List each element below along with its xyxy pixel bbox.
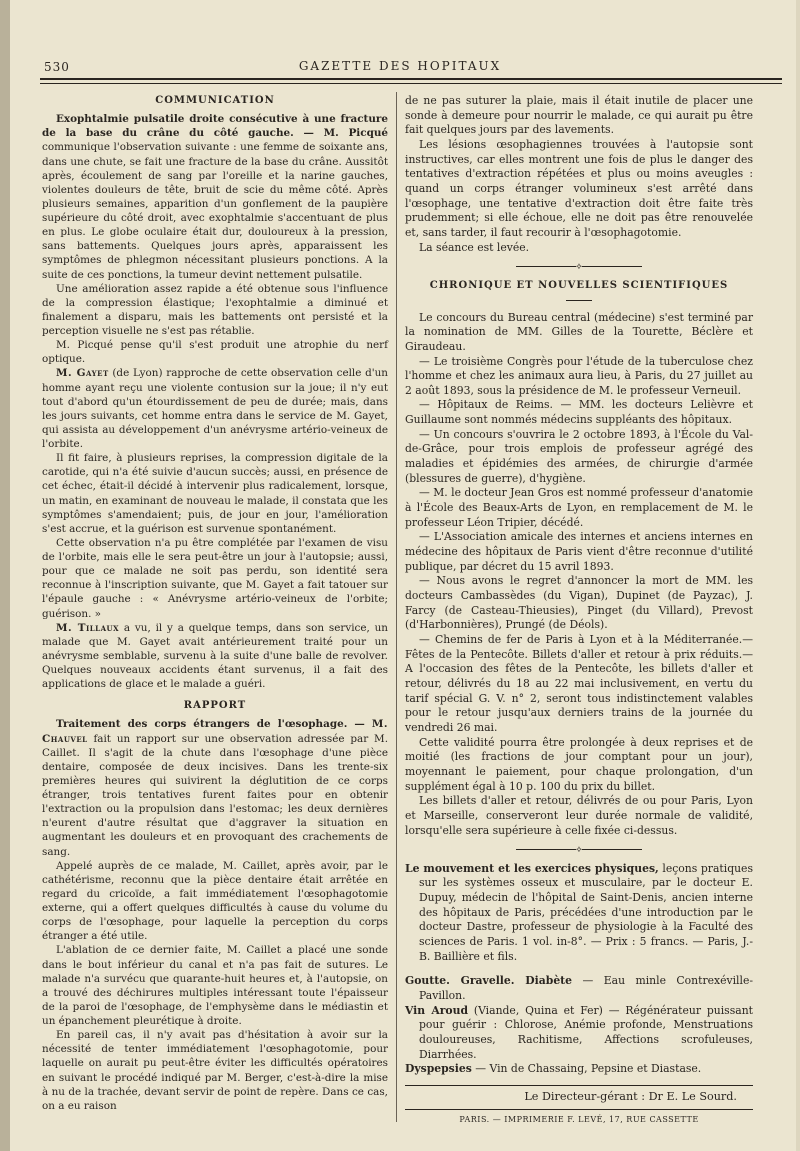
spacer bbox=[405, 964, 753, 974]
paragraph: Il fit faire, à plusieurs reprises, la compression digitale de la carotide, qui n'a été suivie d'aucun succès; aussi, en présence de cet échec, était-il décidé à intervenir plus radicalement, lorsque, un matin, en examinant de nouveau le malade, il constata que les symptômes s'amendaient; puis, de jour en jour, l'amélioration s'est accrue, et la guérison est survenue spontanément. bbox=[42, 452, 388, 535]
section-heading-chronique: CHRONIQUE ET NOUVELLES SCIENTIFIQUES bbox=[429, 279, 729, 291]
page-number: 530 bbox=[44, 60, 70, 74]
paragraph bbox=[42, 717, 388, 858]
right-column bbox=[405, 94, 753, 1127]
advert-text: — Vin de Chassaing, Pepsine et Diastase. bbox=[471, 1062, 702, 1076]
book-notice bbox=[405, 862, 753, 965]
left-column bbox=[42, 94, 388, 1113]
advert bbox=[405, 974, 753, 1003]
paragraph: En pareil cas, il n'y avait pas d'hésitation à avoir sur la nécessité de tenter immédiatement l'œsophagotomie, pour laquelle on aurait pu peut-être éviter les difficultés opératoires en suivant le procédé indiqué par M. Berger, c'est-à-dire la mise à nu de la trachée, devant servir de point de repère. Dans ce cas, on a eu raison bbox=[42, 1029, 388, 1112]
header-rule-thick bbox=[40, 78, 782, 80]
paragraph: Une amélioration assez rapide a été obtenue sous l'influence de la compression élastique; l'exophtalmie a diminué et finalement a disparu, mais les battements ont persisté et la perception visuelle ne s'est pas rétablie. bbox=[42, 282, 388, 337]
journal-title: GAZETTE DES HOPITAUX bbox=[298, 59, 502, 73]
paragraph bbox=[42, 621, 388, 692]
paragraph-text: a vu, il y a quelque temps, dans son service, un malade que M. Gayet avait antérieurement traité pour un anévrysme semblable, survenu à la suite d'une balle de revolver. Quelques nouveaux accidents étant survenus, il a fait des applications de glace et le malade a guéri. bbox=[42, 621, 389, 691]
paragraph-text: communique l'observation suivante : une femme de soixante ans, dans une chute, se fait une fracture de la base du crâne. Aussitôt après, écoulement de sang par l'oreille et la narine gauches, violentes douleurs de tête, bruit de scie du même côté. Après plusieurs semaines, apparition d'un gonflement de la paupière supérieure du côté droit, avec exophtalmie s'accentuant de plus en plus. Le globe oculaire était dur, douloureux à la pression, sans battements. Quelques jours après, apparaissent les symptômes de phlegmon nécessitant plusieurs ponctions. A la suite de ces ponctions, la tumeur devint nettement pulsatile. bbox=[42, 141, 388, 281]
ornament-divider: ⟡ bbox=[405, 260, 753, 275]
advert bbox=[405, 1004, 753, 1063]
header-rule-thin bbox=[40, 83, 782, 84]
paragraph: Cette observation n'a pu être complétée par l'examen de visu de l'orbite, mais elle le sera peut-être un jour à l'autopsie; aussi, pour que ce malade ne soit pas perdu, son identité sera reconnue à l'inscription suivante, que M. Gayet a fait tatouer sur l'épaule gauche : « Anévrysme artério-veineux de l'orbite; guérison. » bbox=[42, 536, 388, 620]
news-item: Les billets d'aller et retour, délivrés de ou pour Paris, Lyon et Marseille, conserveront leur durée normale de validité, lorsqu'elle sera supérieure à celle fixée ci-dessus. bbox=[405, 794, 753, 837]
advert-title: Goutte. Gravelle. Diabète bbox=[405, 974, 573, 988]
paragraph-text: fait un rapport sur une observation adressée par M. Caillet. Il s'agit de la chute dans l'œsophage d'une pièce dentaire, composée de deux incisives. Dans les trente-six premières heures qui suivirent la déglutition de ce corps étranger, trois tentatives furent faites pour en obtenir l'extraction ou la propulsion dans l'estomac; les deux dernières n'eurent d'autre résultat que d'aggraver la situation en augmentant les douleurs et en provoquant des crachements de sang. bbox=[42, 732, 388, 858]
advert-title: Dyspepsies bbox=[405, 1062, 472, 1076]
news-item: — M. le docteur Jean Gros est nommé professeur d'anatomie à l'École des Beaux-Arts de Lyon, en remplacement de M. le professeur Léon Tripier, décédé. bbox=[405, 486, 754, 529]
speaker-name: M. Chauvel bbox=[42, 718, 388, 745]
section-heading-communication: COMMUNICATION bbox=[155, 95, 275, 106]
book-text: leçons pratiques sur les systèmes osseux et musculaire, par le docteur E. Dupuy, médecin de l'hôpital de Saint-Denis, ancien interne des hôpitaux de Paris, précédées d'une introduction par le docteur Dastre, professeur de physiologie à la Faculté des sciences de Paris. 1 vol. in-8°. — Prix : 5 francs. — Paris, J.-B. Baillière et fils. bbox=[419, 861, 753, 963]
paragraph: Les lésions œsophagiennes trouvées à l'autopsie sont instructives, car elles montrent une fois de plus le danger des tentatives d'extraction répétées et plus ou moins aveugles : quand un corps étranger volumineux s'est arrêté dans l'œsophage, une tentative d'extraction doit être faite très prudemment; si elle échoue, elle ne doit pas être renouvelée et, sans tarder, il faut recourir à l'œsophagotomie. bbox=[405, 137, 753, 239]
speaker-name: M. Tillaux bbox=[56, 621, 120, 634]
news-item: — L'Association amicale des internes et anciens internes en médecine des hôpitaux de Paris vient d'être reconnue d'utilité publique, par décret du 15 avril 1893. bbox=[405, 530, 753, 573]
news-item: Le concours du Bureau central (médecine) s'est terminé par la nomination de MM. Gilles de la Tourette, Béclère et Giraudeau. bbox=[405, 310, 753, 353]
news-item: — Le troisième Congrès pour l'étude de la tuberculose chez l'homme et chez les animaux aura lieu, à Paris, du 27 juillet au 2 août 1893, sous la présidence de M. le professeur Verneuil. bbox=[405, 354, 753, 397]
advert-text: — Eau minle Contrexéville-Pavillon. bbox=[419, 974, 753, 1003]
page-binding-edge bbox=[0, 0, 10, 1151]
news-item: — Un concours s'ouvrira le 2 octobre 1893, à l'École du Val-de-Grâce, pour trois emplois de professeur agrégé des maladies et épidémies des armées, de chirurgie d'armée (blessures de guerre), d'hygiène. bbox=[405, 427, 753, 485]
book-title: Le mouvement et les exercices physiques, bbox=[405, 861, 659, 875]
paragraph: de ne pas suturer la plaie, mais il était inutile de placer une sonde à demeure pour nourrir le malade, ce qui aurait pu être fait quelques jours par des lavements. bbox=[405, 94, 753, 137]
article-title: Exophtalmie pulsatile droite consécutive à une fracture de la base du crâne du côté gauche. — M. Picqué bbox=[42, 113, 388, 140]
column-divider bbox=[396, 92, 397, 1122]
paragraph: L'ablation de ce dernier faite, M. Caillet a placé une sonde dans le bout inférieur du canal et n'a pas fait de sutures. Le malade n'a survécu que quarante-huit heures et, à l'autopsie, on a trouvé des déchirures multiples intéressant toute l'épaisseur de la paroi de l'œsophage, de l'emphysème dans le médiastin et un épanchement pleurétique à droite. bbox=[42, 944, 388, 1027]
advert-text: (Viande, Quina et Fer) — Régénérateur puissant pour guérir : Chlorose, Anémie profonde, Menstruations douloureuses, Rachitisme, Affections scrofuleuses, Diarrhées. bbox=[419, 1003, 753, 1061]
news-item: — Chemins de fer de Paris à Lyon et à la Méditerranée.— Fêtes de la Pentecôte. Billets d'aller et retour à prix réduits.— A l'occasion des fêtes de la Pentecôte, les billets d'aller et retour, délivrés du 18 au 22 mai inclusivement, en vertu du tarif spécial G. V. n° 2, seront tous indistinctement valables pour le retour jusqu'aux derniers trains de la journée du vendredi 26 mai. bbox=[405, 632, 753, 734]
director-signature: Le Directeur-gérant : Dr E. Le Sourd. bbox=[405, 1085, 753, 1105]
news-item: — Hôpitaux de Reims. — MM. les docteurs Lelièvre et Guillaume sont nommés médecins suppléants des hôpitaux. bbox=[405, 398, 753, 427]
paragraph: La séance est levée. bbox=[419, 240, 530, 254]
news-item: — Nous avons le regret d'annoncer la mort de MM. les docteurs Cambassèdes (du Vigan), Dupinet (de Payzac), J. Farcy (de Casteau-Thieusies), Pinget (du Villard), Prevost (d'Harbonnières), Prungé (de Déols). bbox=[405, 574, 753, 632]
paragraph-text: (de Lyon) rapproche de cette observation celle d'un homme ayant reçu une violente contusion sur la joue; il n'y eut tout d'abord qu'un étourdissement de peu de durée; mais, dans les jours suivants, cet homme entra dans le service de M. Gayet, qui assista au développement d'un anévrysme artério-veineux de l'orbite. bbox=[42, 367, 388, 450]
paragraph: M. Picqué pense qu'il s'est produit une atrophie du nerf optique. bbox=[42, 339, 388, 366]
printer-imprint: PARIS. — IMPRIMERIE F. LEVÉ, 17, RUE CASSETTE bbox=[405, 1109, 753, 1128]
paragraph: Appelé auprès de ce malade, M. Caillet, après avoir, par le cathétérisme, reconnu que la pièce dentaire était arrêtée en regard du cricoïde, a fait immédiatement l'œsophagotomie externe, qui a offert quelques difficultés à cause du volume du corps de l'œsophage, pour laquelle la perception du corps étranger a été utile. bbox=[42, 859, 388, 943]
news-item: Cette validité pourra être prolongée à deux reprises et de moitié (les fractions de jour comptant pour un jour), moyennant le paiement, pour chaque prolongation, d'un supplément égal à 10 p. 100 du prix du billet. bbox=[405, 735, 753, 793]
paragraph bbox=[42, 366, 388, 451]
speaker-name: M. Gayet bbox=[56, 367, 109, 380]
ornament-divider: ⟡ bbox=[405, 843, 753, 858]
short-rule bbox=[566, 300, 592, 301]
advert bbox=[405, 1062, 753, 1077]
article-title: Traitement des corps étrangers de l'œsophage. — bbox=[56, 718, 372, 731]
advert-title: Vin Aroud bbox=[405, 1003, 468, 1017]
section-heading-rapport: RAPPORT bbox=[183, 700, 247, 712]
paragraph bbox=[42, 112, 388, 282]
